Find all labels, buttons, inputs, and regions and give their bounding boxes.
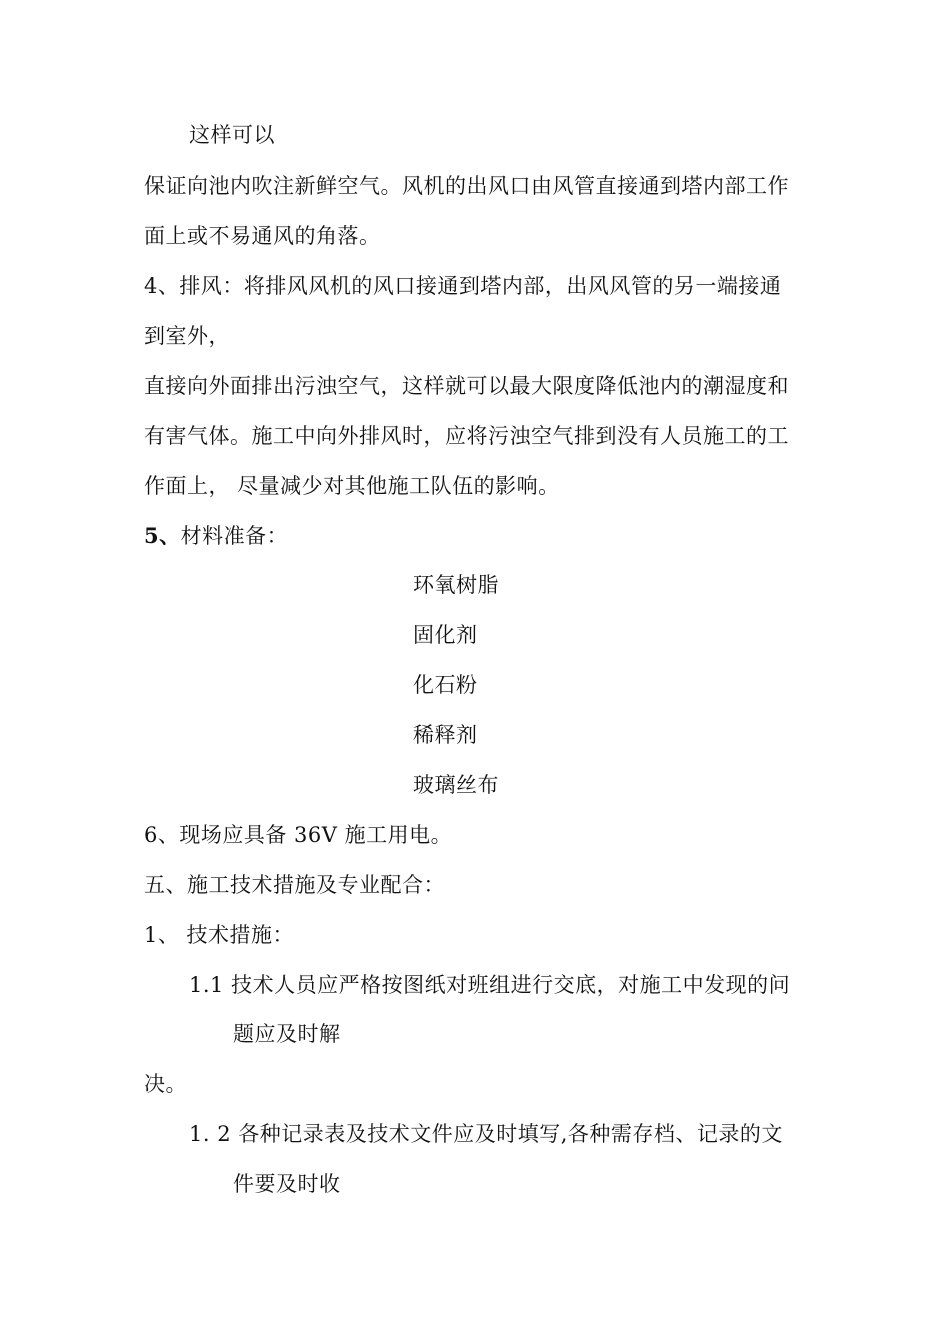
clause-1-1-cont: 题应及时解 (233, 1022, 341, 1046)
section-title: 材料准备： (180, 524, 289, 548)
material-item: 化石粉 (413, 673, 478, 697)
text-line-1: 这样可以 (189, 123, 275, 147)
text-line-4: 4、排风：将排风风机的风口接通到塔内部，出风风管的另一端接通 (144, 274, 782, 298)
text-line-8: 作面上， 尽量减少对其他施工队伍的影响。 (144, 474, 560, 498)
material-item: 稀释剂 (413, 723, 478, 747)
text-line-7: 有害气体。施工中向外排风时，应将污浊空气排到没有人员施工的工 (144, 424, 789, 448)
material-item: 环氧树脂 (413, 573, 499, 597)
text-line-3: 面上或不易通风的角落。 (144, 224, 381, 248)
section-heading-5: 五、施工技术措施及专业配合： (144, 873, 445, 897)
clause-1-1-end: 决。 (144, 1072, 187, 1096)
material-item: 固化剂 (413, 623, 478, 647)
text-line-5: 到室外， (144, 324, 230, 348)
subsection-heading-1: 1、 技术措施： (144, 923, 295, 947)
material-item: 玻璃丝布 (413, 773, 499, 797)
text-line-6: 直接向外面排出污浊空气，这样就可以最大限度降低池内的潮湿度和 (144, 374, 789, 398)
section-number: 5、 (144, 523, 181, 548)
text-line-2: 保证向池内吹注新鲜空气。风机的出风口由风管直接通到塔内部工作 (144, 174, 789, 198)
text-line-power: 6、现场应具备 36V 施工用电。 (144, 823, 453, 847)
clause-1-2-cont: 件要及时收 (233, 1172, 341, 1196)
clause-1-1: 1.1 技术人员应严格按图纸对班组进行交底，对施工中发现的问 (189, 973, 791, 997)
clause-1-2: 1. 2 各种记录表及技术文件应及时填写,各种需存档、记录的文 (189, 1122, 783, 1146)
section-heading-materials (144, 522, 288, 550)
